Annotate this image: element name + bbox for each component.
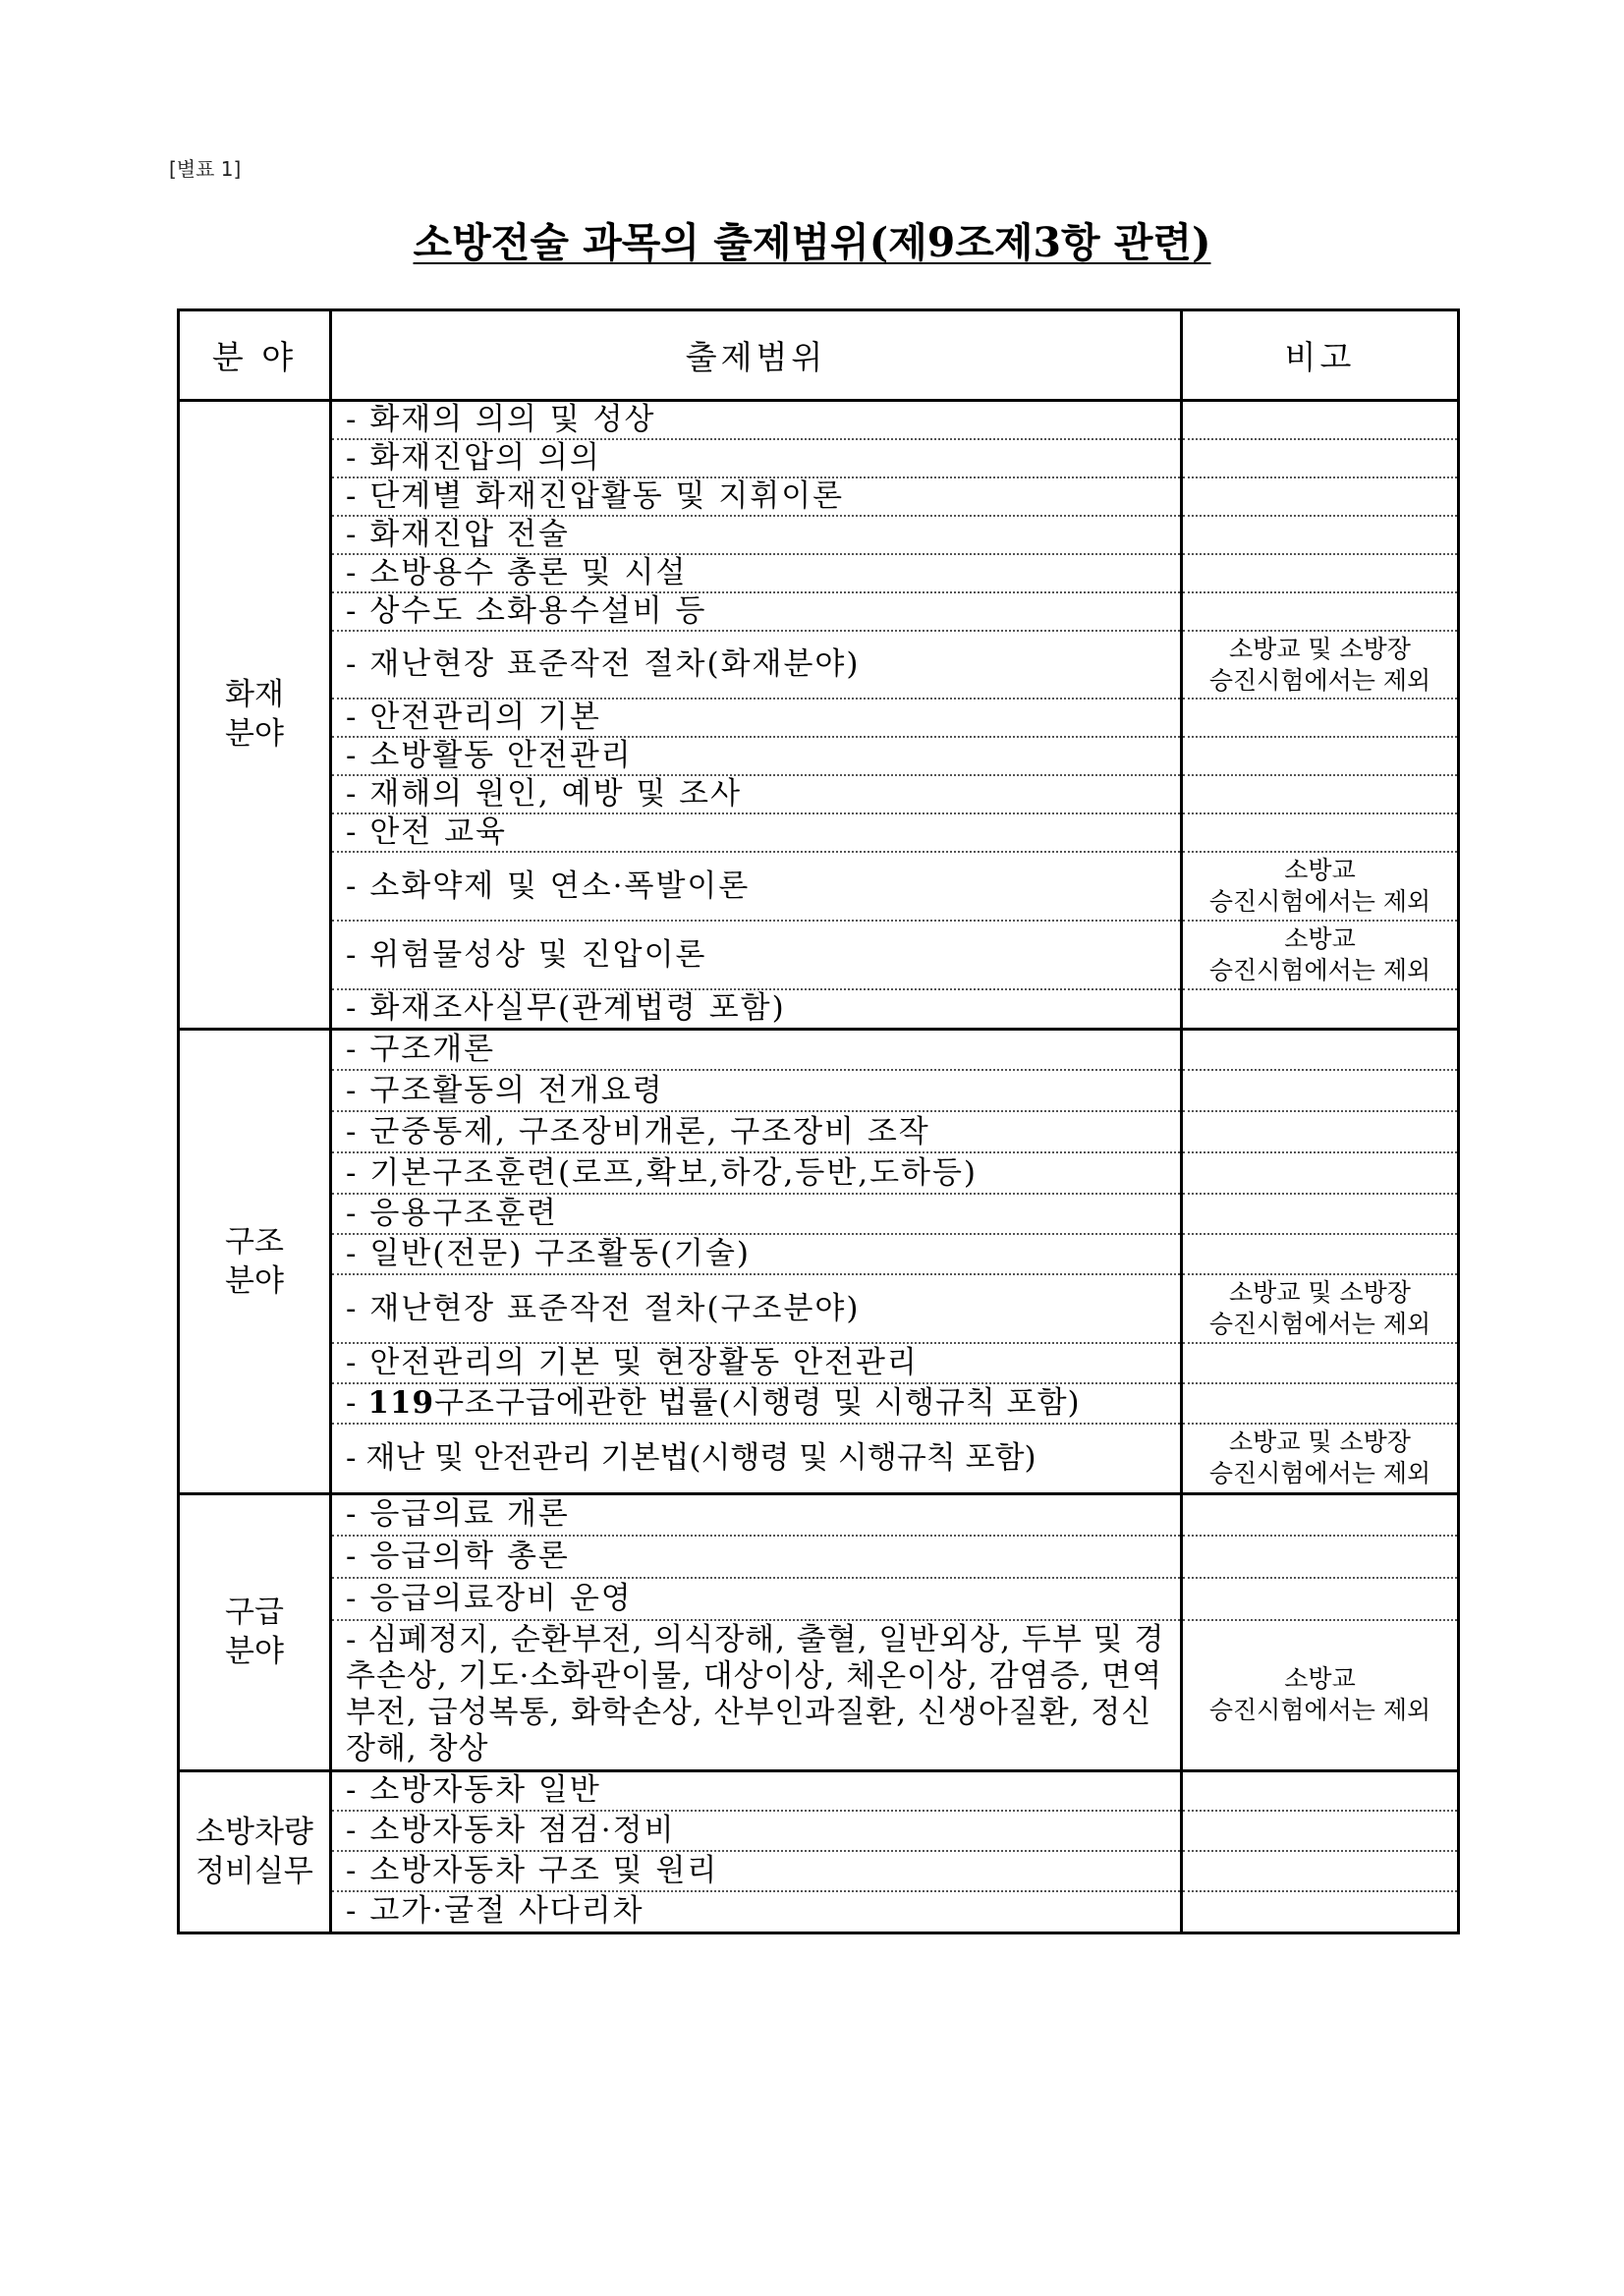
note-line: 소방교 및 소방장 [1229, 634, 1411, 663]
note-cell [1182, 813, 1459, 852]
note-cell [1182, 1536, 1459, 1578]
scope-item: - 구조개론 [331, 1029, 1182, 1070]
table-row [179, 1770, 1459, 1811]
table-row [179, 1194, 1459, 1234]
table-row [179, 1891, 1459, 1932]
annex-label: [별표 1] [169, 157, 242, 181]
category-label: 분야 [225, 1634, 284, 1669]
note-cell [1182, 1811, 1459, 1851]
table-row [179, 1620, 1459, 1770]
note-line: 승진시험에서는 제외 [1208, 1696, 1431, 1725]
note-cell [1182, 477, 1459, 516]
table-row [179, 1343, 1459, 1383]
note-cell [1182, 1851, 1459, 1891]
scope-item: - 재난 및 안전관리 기본법(시행령 및 시행규칙 포함) [331, 1424, 1182, 1493]
note-cell [1182, 1234, 1459, 1274]
note-cell [1182, 1891, 1459, 1932]
note-line: 승진시험에서는 제외 [1208, 1459, 1431, 1488]
table-row [179, 439, 1459, 477]
scope-item: - 소방용수 총론 및 시설 [331, 554, 1182, 592]
scope-item: - 화재진압의 의의 [331, 439, 1182, 477]
scope-item-prefix: - [346, 1385, 368, 1421]
scope-item: - 단계별 화재진압활동 및 지휘이론 [331, 477, 1182, 516]
note-line: 소방교 및 소방장 [1229, 1278, 1411, 1307]
scope-item: - 일반(전문) 구조활동(기술) [331, 1234, 1182, 1274]
note-cell [1182, 699, 1459, 737]
category-label: 구조 [225, 1223, 284, 1260]
table-row [179, 631, 1459, 699]
table-row [179, 401, 1459, 440]
scope-item: - 재해의 원인, 예방 및 조사 [331, 775, 1182, 813]
scope-item: - 화재진압 전술 [331, 516, 1182, 554]
note-cell [1182, 1029, 1459, 1070]
header-scope: 출제범위 [331, 310, 1182, 401]
note-cell [1182, 775, 1459, 813]
note-cell [1182, 592, 1459, 631]
note-cell [1182, 1343, 1459, 1383]
scope-item: - 재난현장 표준작전 절차(구조분야) [331, 1274, 1182, 1343]
table-row [179, 989, 1459, 1029]
scope-item: - 재난현장 표준작전 절차(화재분야) [331, 631, 1182, 699]
note-cell [1182, 1620, 1459, 1770]
note-line: 소방교 [1284, 856, 1356, 884]
exam-scope-table [177, 308, 1460, 1934]
note-line: 소방교 [1284, 924, 1356, 953]
table-row [179, 1152, 1459, 1194]
scope-item: - 화재조사실무(관계법령 포함) [331, 989, 1182, 1029]
note-cell [1182, 1274, 1459, 1343]
note-cell [1182, 516, 1459, 554]
scope-item: - 기본구조훈련(로프,확보,하강,등반,도하등) [331, 1152, 1182, 1194]
note-line: 소방교 및 소방장 [1229, 1428, 1411, 1457]
table-row [179, 592, 1459, 631]
note-cell [1182, 1770, 1459, 1811]
scope-item: - 위험물성상 및 진압이론 [331, 921, 1182, 989]
scope-item: - 심폐정지, 순환부전, 의식장해, 출혈, 일반외상, 두부 및 경추손상, 기도·소화관이물, 대상이상, 체온이상, 감염증, 면역부전, 급성복통, 화학손상, 산부인과질환, 신생아질환, 정신장해, 창상 [331, 1620, 1182, 1770]
scope-item: - 안전 교육 [331, 813, 1182, 852]
table-row [179, 1424, 1459, 1493]
scope-item: - 소방자동차 점검·정비 [331, 1811, 1182, 1851]
scope-item: - 화재의 의의 및 성상 [331, 401, 1182, 440]
table-row [179, 813, 1459, 852]
note-cell [1182, 921, 1459, 989]
category-rescue [179, 1029, 331, 1493]
category-vehicle [179, 1770, 331, 1932]
table-row [179, 1111, 1459, 1152]
category-label: 분야 [225, 1262, 284, 1299]
note-cell [1182, 1383, 1459, 1424]
scope-item: - 소방자동차 구조 및 원리 [331, 1851, 1182, 1891]
document-title-text: 소방전술 과목의 출제범위(제9조제3항 관련) [413, 219, 1211, 266]
scope-item: - 군중통제, 구조장비개론, 구조장비 조작 [331, 1111, 1182, 1152]
category-fire [179, 401, 331, 1030]
note-cell [1182, 1578, 1459, 1620]
scope-item: - 응급의료 개론 [331, 1493, 1182, 1536]
table-row [179, 1536, 1459, 1578]
scope-item: - 응급의료장비 운영 [331, 1578, 1182, 1620]
note-line: 소방교 [1284, 1664, 1356, 1694]
category-ems [179, 1493, 331, 1770]
table-row [179, 1851, 1459, 1891]
category-label: 소방차량 [196, 1814, 313, 1850]
table-row [179, 852, 1459, 921]
note-cell [1182, 989, 1459, 1029]
table-row [179, 516, 1459, 554]
category-label: 분야 [225, 716, 284, 753]
note-cell [1182, 631, 1459, 699]
note-cell [1182, 1424, 1459, 1493]
table-row [179, 1811, 1459, 1851]
note-cell [1182, 1152, 1459, 1194]
note-line: 승진시험에서는 제외 [1208, 887, 1431, 916]
table-row [179, 1493, 1459, 1536]
scope-item: - 고가·굴절 사다리차 [331, 1891, 1182, 1932]
table-row [179, 1029, 1459, 1070]
category-label: 정비실무 [196, 1853, 313, 1889]
note-cell [1182, 1111, 1459, 1152]
table-row [179, 1578, 1459, 1620]
note-line: 승진시험에서는 제외 [1208, 1310, 1431, 1338]
scope-item: - 소방자동차 일반 [331, 1770, 1182, 1811]
scope-item-rest: 구조구급에관한 법률(시행령 및 시행규칙 포함) [434, 1385, 1081, 1421]
table-row [179, 1070, 1459, 1111]
scope-item: - 안전관리의 기본 [331, 699, 1182, 737]
table-row [179, 699, 1459, 737]
table-row [179, 921, 1459, 989]
table-row [179, 1274, 1459, 1343]
scope-item-number: 119 [367, 1385, 435, 1421]
scope-item: - 응용구조훈련 [331, 1194, 1182, 1234]
scope-item: - 상수도 소화용수설비 등 [331, 592, 1182, 631]
scope-item: - 소방활동 안전관리 [331, 737, 1182, 775]
note-cell [1182, 401, 1459, 440]
note-cell [1182, 439, 1459, 477]
table-row [179, 775, 1459, 813]
note-cell [1182, 737, 1459, 775]
note-line: 승진시험에서는 제외 [1208, 956, 1431, 984]
scope-item: - 구조활동의 전개요령 [331, 1070, 1182, 1111]
scope-item [331, 1383, 1182, 1424]
document-title [0, 210, 1624, 268]
table-header-row [179, 310, 1459, 401]
table-row [179, 1234, 1459, 1274]
table-row [179, 477, 1459, 516]
header-note: 비고 [1182, 310, 1459, 401]
category-label: 구급 [225, 1595, 284, 1630]
note-cell [1182, 554, 1459, 592]
note-line: 승진시험에서는 제외 [1208, 665, 1431, 695]
scope-item: - 소화약제 및 연소·폭발이론 [331, 852, 1182, 921]
note-cell [1182, 1070, 1459, 1111]
category-label: 화재 [225, 677, 284, 713]
table-row [179, 1383, 1459, 1424]
scope-item: - 안전관리의 기본 및 현장활동 안전관리 [331, 1343, 1182, 1383]
scope-item: - 응급의학 총론 [331, 1536, 1182, 1578]
note-cell [1182, 1493, 1459, 1536]
header-field: 분 야 [179, 310, 331, 401]
note-cell [1182, 1194, 1459, 1234]
table-row [179, 554, 1459, 592]
note-cell [1182, 852, 1459, 921]
table-row [179, 737, 1459, 775]
